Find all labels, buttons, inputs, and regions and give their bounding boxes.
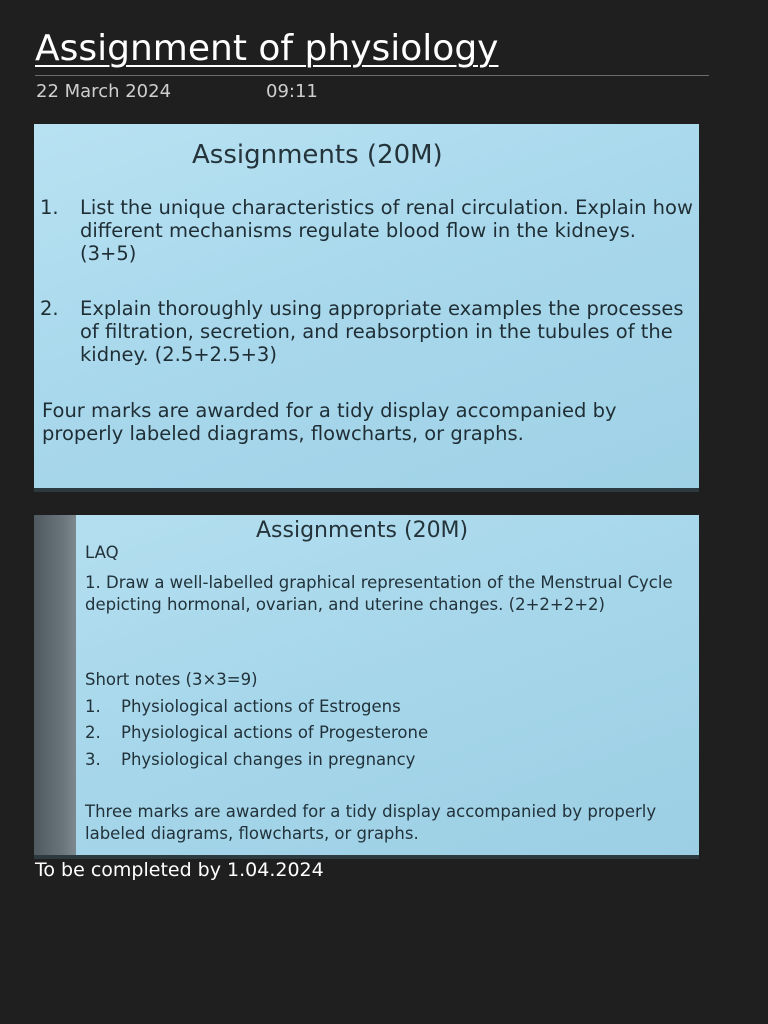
item-number: 3. xyxy=(85,750,101,769)
short-note-item xyxy=(85,722,428,744)
item-number: 2. xyxy=(85,723,101,742)
question-item xyxy=(40,297,695,366)
slide-photo-renal[interactable] xyxy=(34,124,699,492)
slide-heading: Assignments (20M) xyxy=(192,140,443,170)
short-note-item xyxy=(85,696,401,718)
marks-note: Three marks are awarded for a tidy display accompanied by properly labeled diagrams, flowcharts, or graphs. xyxy=(85,802,657,843)
question-text: List the unique characteristics of renal circulation. Explain how different mechanisms regulate blood flow in the kidneys. (3+5) xyxy=(80,196,693,265)
item-number: 1. xyxy=(85,697,101,716)
question-text: Explain thoroughly using appropriate examples the processes of filtration, secretion, and reabsorption in the tubules of the kidney. (2.5+2.5+3) xyxy=(80,297,684,366)
laq-question: 1. Draw a well-labelled graphical representation of the Menstrual Cycle depicting hormonal, ovarian, and uterine changes. (2+2+2+2) xyxy=(85,573,673,614)
item-text: Physiological actions of Progesterone xyxy=(121,723,429,742)
item-text: Physiological actions of Estrogens xyxy=(121,697,401,716)
marks-note: Four marks are awarded for a tidy display accompanied by properly labeled diagrams, flowcharts, or graphs. xyxy=(42,399,617,445)
laq-label: LAQ xyxy=(85,543,119,562)
question-item xyxy=(40,196,695,265)
question-number: 1. xyxy=(40,196,59,219)
screen-bezel xyxy=(34,515,76,855)
deadline-text[interactable]: To be completed by 1.04.2024 xyxy=(35,859,324,881)
short-note-item xyxy=(85,749,415,771)
slide-photo-reproductive[interactable] xyxy=(34,515,699,859)
note-time: 09:11 xyxy=(266,81,318,102)
short-notes-label: Short notes (3×3=9) xyxy=(85,670,258,689)
note-date: 22 March 2024 xyxy=(36,81,172,102)
title-divider xyxy=(35,75,709,76)
item-text: Physiological changes in pregnancy xyxy=(121,750,416,769)
question-number: 2. xyxy=(40,297,59,320)
slide-heading: Assignments (20M) xyxy=(256,518,469,543)
note-title[interactable]: Assignment of physiology xyxy=(35,28,499,69)
